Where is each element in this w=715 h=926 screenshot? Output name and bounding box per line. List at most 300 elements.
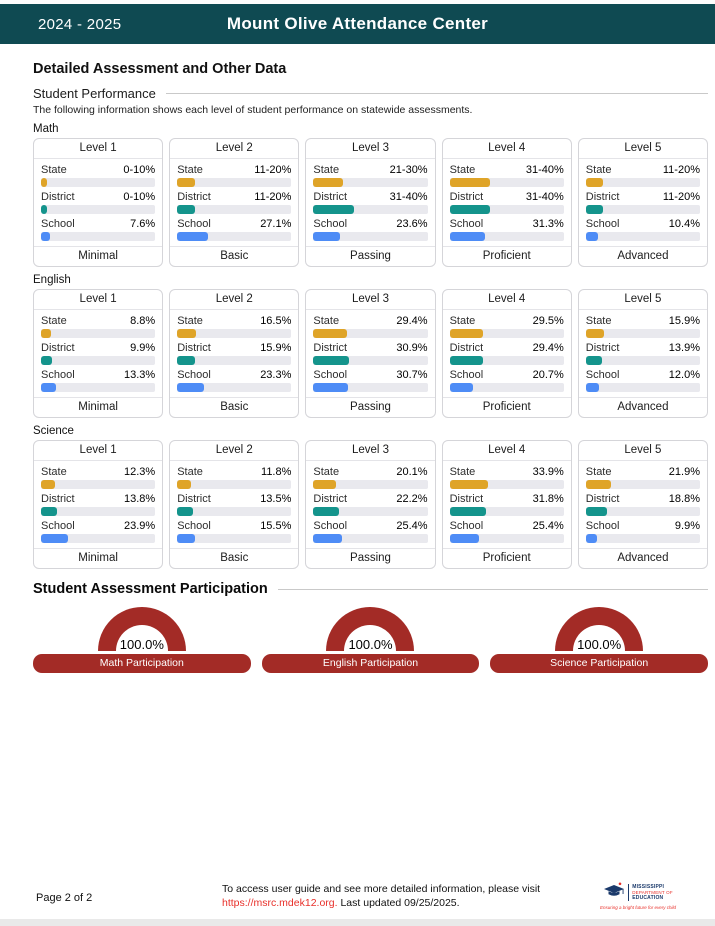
perf-bar-track — [41, 383, 155, 392]
perf-row-value: 31.8% — [532, 493, 564, 505]
level-card-title: Level 3 — [306, 139, 434, 159]
perf-row-label: District — [585, 191, 620, 203]
student-performance-heading: Student Performance — [33, 86, 156, 101]
perf-row-value: 25.4% — [532, 520, 564, 532]
perf-row-value: 27.1% — [260, 218, 292, 230]
level-card-body — [443, 310, 571, 397]
perf-bar-fill — [41, 507, 57, 516]
perf-bar-fill — [450, 480, 489, 489]
perf-bar-fill — [177, 178, 195, 187]
perf-row-district — [450, 489, 564, 505]
perf-bar-track — [313, 178, 427, 187]
perf-row-district — [586, 187, 700, 203]
level-card-footer-label: Proficient — [443, 246, 571, 266]
perf-bar-fill — [41, 205, 47, 214]
level-card-title: Level 5 — [579, 441, 707, 461]
gauge-label-pill: Math Participation — [33, 654, 251, 673]
level-card-title: Level 1 — [34, 441, 162, 461]
perf-row-school — [313, 516, 427, 532]
gauge-value: 100.0% — [119, 637, 164, 652]
perf-row-value: 25.4% — [396, 520, 428, 532]
perf-row-school — [450, 214, 564, 230]
perf-row-value: 9.9% — [674, 520, 700, 532]
perf-row-label: District — [585, 493, 620, 505]
perf-row-label: State — [449, 315, 476, 327]
perf-row-value: 29.4% — [532, 342, 564, 354]
perf-bar-track — [450, 383, 564, 392]
perf-row-label: State — [177, 466, 203, 478]
level-card-title: Level 2 — [170, 139, 298, 159]
perf-row-value: 21-30% — [389, 164, 428, 176]
perf-bar-fill — [313, 480, 336, 489]
perf-row-label: District — [449, 191, 484, 203]
perf-bar-fill — [177, 507, 192, 516]
perf-bar-track — [450, 534, 564, 543]
perf-row-label: District — [41, 493, 75, 505]
perf-row-state — [450, 462, 564, 478]
perf-row-label: District — [41, 342, 75, 354]
footer-note-line1: To access user guide and see more detailed information, please visit — [222, 882, 541, 895]
perf-row-school — [313, 214, 427, 230]
perf-row-value: 13.5% — [260, 493, 292, 505]
perf-bar-fill — [313, 205, 354, 214]
perf-bar-track — [177, 329, 291, 338]
perf-row-state — [313, 462, 427, 478]
perf-row-label: State — [313, 466, 340, 478]
level-card-footer-label: Basic — [170, 397, 298, 417]
perf-bar-track — [313, 534, 427, 543]
perf-bar-track — [586, 232, 700, 241]
perf-bar-track — [450, 507, 564, 516]
perf-row-value: 0-10% — [123, 164, 156, 176]
perf-bar-fill — [450, 534, 479, 543]
level-card — [169, 440, 299, 569]
perf-row-label: School — [585, 369, 620, 381]
perf-bar-track — [450, 178, 564, 187]
app-header-bar — [0, 4, 715, 44]
perf-row-state — [177, 311, 291, 327]
perf-bar-fill — [177, 329, 196, 338]
perf-bar-track — [41, 356, 155, 365]
perf-row-label: School — [449, 369, 484, 381]
level-card-body — [170, 310, 298, 397]
perf-bar-fill — [586, 329, 604, 338]
level-card-body — [443, 159, 571, 246]
perf-row-district — [41, 489, 155, 505]
perf-bar-track — [313, 205, 427, 214]
subject-block-english — [33, 274, 708, 418]
perf-bar-track — [41, 507, 155, 516]
perf-bar-track — [41, 480, 155, 489]
perf-row-value: 33.9% — [532, 466, 564, 478]
perf-row-label: School — [313, 369, 348, 381]
perf-row-label: State — [41, 164, 67, 176]
perf-row-school — [586, 214, 700, 230]
level-card-body — [306, 310, 434, 397]
level-card — [305, 440, 435, 569]
level-card — [305, 289, 435, 418]
perf-bar-track — [586, 205, 700, 214]
perf-row-district — [450, 187, 564, 203]
perf-row-school — [450, 516, 564, 532]
participation-heading: Student Assessment Participation — [33, 581, 268, 597]
mde-logo-tagline: Ensuring a bright future for every child — [600, 904, 677, 910]
perf-bar-track — [177, 383, 291, 392]
level-card-body — [579, 310, 707, 397]
perf-bar-fill — [41, 356, 52, 365]
gauge-value: 100.0% — [577, 637, 622, 652]
perf-bar-fill — [313, 356, 348, 365]
level-card-footer-label: Passing — [306, 397, 434, 417]
subject-block-math — [33, 123, 708, 267]
level-grid-science — [33, 440, 708, 569]
perf-row-label: School — [449, 218, 484, 230]
level-card-footer-label: Advanced — [579, 246, 707, 266]
perf-row-district — [177, 489, 291, 505]
perf-bar-track — [177, 205, 291, 214]
perf-bar-fill — [450, 205, 491, 214]
perf-row-value: 31-40% — [525, 164, 564, 176]
perf-row-value: 10.4% — [668, 218, 700, 230]
perf-bar-fill — [41, 480, 55, 489]
level-card-body — [579, 461, 707, 548]
level-card-body — [170, 159, 298, 246]
level-card — [578, 289, 708, 418]
perf-row-district — [41, 338, 155, 354]
perf-row-label: School — [41, 520, 75, 532]
perf-bar-track — [450, 480, 564, 489]
level-card — [305, 138, 435, 267]
level-card-footer-label: Advanced — [579, 548, 707, 568]
perf-bar-fill — [177, 356, 195, 365]
level-card — [169, 289, 299, 418]
perf-row-value: 23.6% — [396, 218, 428, 230]
perf-row-state — [586, 462, 700, 478]
gauge-english-participation — [262, 607, 480, 673]
perf-row-school — [586, 516, 700, 532]
perf-row-label: School — [313, 520, 348, 532]
perf-bar-fill — [177, 232, 208, 241]
level-card — [578, 138, 708, 267]
perf-bar-track — [313, 480, 427, 489]
perf-row-school — [313, 365, 427, 381]
graduation-cap-icon — [603, 882, 625, 903]
perf-row-label: District — [585, 342, 620, 354]
perf-bar-fill — [41, 178, 47, 187]
perf-row-label: District — [313, 191, 347, 203]
perf-bar-fill — [586, 205, 604, 214]
perf-bar-fill — [450, 356, 484, 365]
perf-bar-fill — [450, 383, 474, 392]
heading-divider-line — [278, 589, 708, 590]
gauge-math-participation — [33, 607, 251, 673]
perf-bar-fill — [313, 534, 342, 543]
perf-bar-fill — [41, 534, 68, 543]
perf-row-value: 20.7% — [532, 369, 564, 381]
level-card-footer-label: Passing — [306, 246, 434, 266]
perf-bar-fill — [313, 329, 347, 338]
perf-row-value: 15.5% — [260, 520, 292, 532]
gauge-value: 100.0% — [348, 637, 393, 652]
perf-bar-track — [41, 534, 155, 543]
perf-row-value: 12.0% — [668, 369, 700, 381]
participation-gauges — [33, 607, 708, 673]
perf-bar-track — [586, 383, 700, 392]
perf-bar-track — [586, 507, 700, 516]
perf-bar-fill — [177, 205, 195, 214]
perf-bar-track — [313, 232, 427, 241]
perf-row-state — [41, 311, 155, 327]
perf-bar-track — [177, 178, 291, 187]
perf-row-label: School — [177, 369, 211, 381]
gauge-arc — [98, 607, 186, 651]
perf-bar-track — [177, 480, 291, 489]
level-card-title: Level 5 — [579, 290, 707, 310]
perf-row-value: 11-20% — [662, 191, 700, 203]
perf-row-value: 23.3% — [260, 369, 292, 381]
level-card-title: Level 5 — [579, 139, 707, 159]
perf-row-label: School — [449, 520, 484, 532]
perf-bar-track — [41, 178, 155, 187]
perf-row-value: 31-40% — [525, 191, 564, 203]
perf-row-label: School — [313, 218, 348, 230]
perf-bar-fill — [41, 329, 51, 338]
perf-bar-track — [450, 329, 564, 338]
level-grid-math — [33, 138, 708, 267]
perf-bar-track — [586, 534, 700, 543]
perf-row-value: 29.5% — [532, 315, 564, 327]
perf-bar-track — [450, 205, 564, 214]
perf-bar-fill — [313, 232, 340, 241]
perf-bar-track — [313, 329, 427, 338]
level-card-body — [306, 461, 434, 548]
perf-row-value: 16.5% — [260, 315, 292, 327]
level-card — [169, 138, 299, 267]
gauge-science-participation — [490, 607, 708, 673]
level-card — [442, 440, 572, 569]
perf-row-district — [177, 187, 291, 203]
perf-row-label: State — [177, 315, 203, 327]
level-card-title: Level 3 — [306, 290, 434, 310]
page-number: Page 2 of 2 — [36, 891, 93, 904]
perf-row-district — [313, 489, 427, 505]
perf-row-label: School — [177, 520, 211, 532]
perf-bar-fill — [177, 480, 190, 489]
perf-row-school — [41, 365, 155, 381]
perf-row-state — [586, 160, 700, 176]
perf-row-label: District — [449, 493, 484, 505]
perf-row-school — [41, 214, 155, 230]
perf-row-state — [313, 160, 427, 176]
perf-row-value: 23.9% — [123, 520, 156, 532]
perf-row-label: State — [313, 315, 340, 327]
perf-row-label: State — [585, 466, 612, 478]
perf-row-value: 21.9% — [668, 466, 700, 478]
perf-row-school — [177, 516, 291, 532]
level-card — [33, 289, 163, 418]
level-grid-english — [33, 289, 708, 418]
perf-row-value: 31.3% — [532, 218, 564, 230]
level-card — [33, 440, 163, 569]
perf-bar-track — [41, 232, 155, 241]
perf-bar-track — [177, 507, 291, 516]
level-card-footer-label: Minimal — [34, 246, 162, 266]
perf-row-label: School — [41, 369, 75, 381]
level-card-title: Level 1 — [34, 290, 162, 310]
level-card-title: Level 4 — [443, 290, 571, 310]
footer-note — [222, 882, 552, 910]
perf-row-label: District — [177, 493, 211, 505]
student-performance-heading-row — [33, 86, 708, 101]
subject-label-science: Science — [33, 425, 74, 437]
perf-row-state — [177, 160, 291, 176]
perf-bar-track — [586, 356, 700, 365]
perf-row-school — [177, 365, 291, 381]
level-card-title: Level 1 — [34, 139, 162, 159]
perf-bar-fill — [586, 356, 602, 365]
perf-row-label: State — [313, 164, 340, 176]
perf-row-value: 11.8% — [261, 466, 292, 478]
perf-row-label: School — [177, 218, 211, 230]
perf-row-value: 22.2% — [396, 493, 428, 505]
perf-bar-fill — [313, 178, 342, 187]
perf-bar-fill — [586, 534, 597, 543]
perf-bar-track — [313, 383, 427, 392]
perf-bar-track — [313, 507, 427, 516]
perf-bar-fill — [586, 507, 607, 516]
level-card — [442, 138, 572, 267]
perf-bar-track — [450, 356, 564, 365]
perf-row-value: 11-20% — [254, 164, 292, 176]
perf-row-district — [41, 187, 155, 203]
perf-row-school — [586, 365, 700, 381]
perf-row-value: 8.8% — [130, 315, 156, 327]
level-card-body — [170, 461, 298, 548]
perf-row-label: District — [177, 342, 211, 354]
level-card-body — [306, 159, 434, 246]
perf-row-label: District — [177, 191, 211, 203]
perf-row-state — [41, 462, 155, 478]
perf-bar-fill — [586, 383, 600, 392]
gauge-arc — [326, 607, 414, 651]
level-card-footer-label: Minimal — [34, 397, 162, 417]
perf-row-district — [313, 338, 427, 354]
performance-description: The following information shows each level of student performance on statewide assessments. — [33, 104, 473, 116]
perf-row-value: 13.3% — [123, 369, 156, 381]
perf-bar-track — [177, 356, 291, 365]
perf-bar-fill — [41, 232, 50, 241]
perf-row-district — [586, 338, 700, 354]
footer-last-updated: Last updated 09/25/2025. — [337, 896, 460, 909]
level-card-title: Level 4 — [443, 139, 571, 159]
mde-logo — [600, 882, 676, 910]
perf-bar-track — [586, 329, 700, 338]
perf-row-state — [586, 311, 700, 327]
perf-row-value: 15.9% — [668, 315, 700, 327]
level-card-title: Level 2 — [170, 441, 298, 461]
perf-row-district — [177, 338, 291, 354]
level-card-footer-label: Passing — [306, 548, 434, 568]
perf-bar-track — [450, 232, 564, 241]
level-card-footer-label: Proficient — [443, 397, 571, 417]
page-title: Detailed Assessment and Other Data — [33, 61, 287, 77]
level-card-footer-label: Advanced — [579, 397, 707, 417]
heading-divider-line — [166, 93, 708, 94]
perf-row-value: 9.9% — [130, 342, 156, 354]
perf-row-value: 7.6% — [130, 218, 156, 230]
msrc-link[interactable]: https://msrc.mdek12.org. — [222, 896, 338, 909]
perf-bar-track — [586, 178, 700, 187]
perf-row-label: State — [449, 164, 476, 176]
performance-subjects — [33, 123, 708, 569]
perf-row-value: 30.9% — [396, 342, 428, 354]
participation-heading-row — [33, 581, 708, 597]
perf-row-district — [586, 489, 700, 505]
level-card-body — [34, 461, 162, 548]
perf-bar-track — [41, 329, 155, 338]
perf-bar-fill — [177, 534, 195, 543]
perf-row-label: District — [313, 342, 347, 354]
level-card — [33, 138, 163, 267]
perf-row-school — [177, 214, 291, 230]
gauge-label-pill: Science Participation — [490, 654, 708, 673]
perf-bar-fill — [450, 329, 484, 338]
perf-row-label: State — [41, 315, 67, 327]
perf-bar-track — [41, 205, 155, 214]
perf-row-value: 13.8% — [123, 493, 156, 505]
perf-row-label: School — [585, 520, 620, 532]
level-card-title: Level 4 — [443, 441, 571, 461]
level-card-title: Level 3 — [306, 441, 434, 461]
perf-row-district — [450, 338, 564, 354]
perf-row-value: 31-40% — [389, 191, 428, 203]
perf-row-district — [313, 187, 427, 203]
level-card-footer-label: Basic — [170, 246, 298, 266]
perf-bar-fill — [450, 507, 486, 516]
perf-row-school — [41, 516, 155, 532]
subject-block-science — [33, 425, 708, 569]
level-card-footer-label: Proficient — [443, 548, 571, 568]
perf-bar-fill — [41, 383, 56, 392]
perf-bar-fill — [450, 232, 486, 241]
level-card-body — [443, 461, 571, 548]
perf-bar-track — [177, 534, 291, 543]
perf-row-value: 12.3% — [123, 466, 156, 478]
perf-row-state — [450, 311, 564, 327]
perf-row-label: State — [41, 466, 67, 478]
perf-bar-track — [177, 232, 291, 241]
perf-row-label: District — [449, 342, 484, 354]
perf-row-label: State — [449, 466, 476, 478]
perf-row-value: 11-20% — [254, 191, 292, 203]
level-card — [442, 289, 572, 418]
perf-row-value: 0-10% — [123, 191, 156, 203]
perf-row-label: School — [41, 218, 75, 230]
perf-bar-fill — [313, 383, 348, 392]
perf-row-value: 29.4% — [396, 315, 428, 327]
perf-row-label: State — [585, 164, 612, 176]
perf-row-school — [450, 365, 564, 381]
perf-bar-track — [586, 480, 700, 489]
level-card-body — [34, 310, 162, 397]
perf-row-value: 15.9% — [260, 342, 292, 354]
report-content — [0, 44, 715, 673]
page-footer — [0, 882, 715, 910]
gauge-arc — [555, 607, 643, 651]
level-card — [578, 440, 708, 569]
perf-bar-fill — [586, 480, 611, 489]
participation-section — [33, 581, 708, 673]
